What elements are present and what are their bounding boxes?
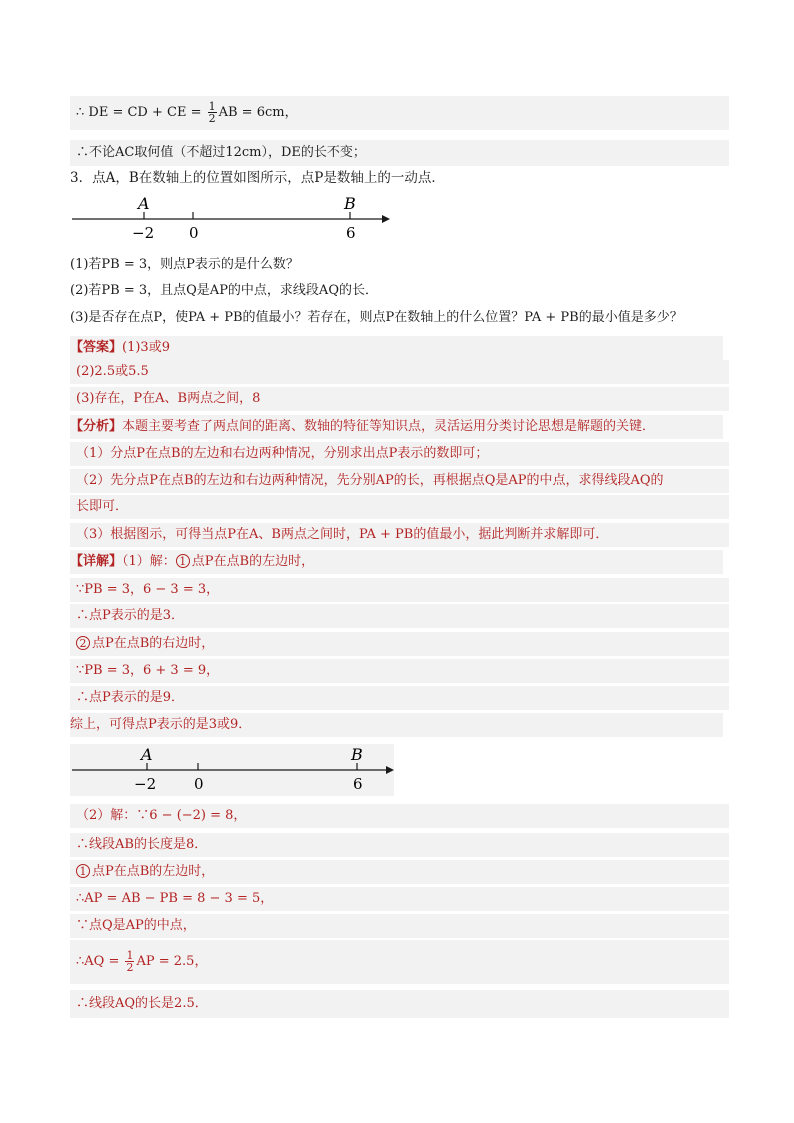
question-3-part-3 [70,307,723,329]
circled-number-1: 1 [76,864,90,878]
detail-line-14 [70,990,729,1018]
detail-line-1 [70,550,723,574]
analysis-line-1 [70,415,723,439]
text: AP = 2.5， [136,954,208,969]
text: ∴不论AC取何值（不超过12cm），DE的长不变； [76,145,366,160]
fraction-half [125,950,134,973]
text: ∴点P表示的是9． [76,690,185,705]
text: ∵点Q是AP的中点， [76,918,196,933]
label-a: A [141,745,153,764]
text: ∴ DE = CD + CE = [76,105,206,120]
fraction-half [208,101,217,124]
text: （1）解： [122,554,176,569]
detail-line-5 [70,659,729,683]
tick-6: 6 [346,224,356,242]
label-b: B [351,745,363,764]
text: ∵PB = 3，6 − 3 = 3， [76,582,220,597]
detail-line-3 [70,604,729,628]
text: 点P在点B的左边时， [191,554,315,569]
text: ∴点P表示的是3． [76,608,185,623]
text: (1)若PB = 3，则点P表示的是什么数？ [70,257,299,272]
answer-line-1 [70,336,723,360]
detail-line-2 [70,578,729,602]
line-de-equation [70,96,729,130]
detail-label: 【详解】 [70,554,123,569]
label-a: A [138,194,150,213]
text: （3）根据图示，可得当点P在A、B两点之间时，PA + PB的值最小，据此判断并求解即可． [76,527,609,542]
tick-0: 0 [189,224,199,242]
label-b: B [344,194,356,213]
text: (2)2.5或5.5 [76,364,149,379]
tick-0: 0 [194,775,204,793]
answer-label: 【答案】 [70,340,123,355]
text: 本题主要考查了两点间的距离、数轴的特征等知识点，灵活运用分类讨论思想是解题的关键． [122,419,656,434]
detail-line-12 [70,914,729,938]
frac-den: 2 [126,961,134,974]
text: 点P在点B的左边时， [92,864,215,879]
detail-line-6 [70,686,729,710]
detail-line-9 [70,833,729,857]
analysis-line-3 [70,469,729,493]
text: （2）解：∵6 − (−2) = 8， [76,808,247,823]
question-3 [70,166,723,190]
frac-num: 1 [208,100,216,113]
circled-number-1: 1 [176,554,190,568]
text: （1）分点P在点B的左边和右边两种情况，分别求出点P表示的数即可； [76,446,489,461]
analysis-line-5 [70,523,729,547]
text: （2）先分点P在点B的左边和右边两种情况，先分别AP的长，再根据点Q是AP的中点，求得线段AQ的 [76,473,664,488]
text: 综上，可得点P表示的是3或9． [70,717,252,732]
detail-line-7 [70,713,723,737]
detail-line-4 [70,632,729,656]
text: (2)若PB = 3，且点Q是AP的中点，求线段AQ的长． [70,283,378,298]
detail-line-11 [70,887,729,911]
line-de-conclusion [70,140,729,166]
text: ∴AQ = [76,954,124,969]
text: (3)存在，P在A、B两点之间，8 [76,391,261,406]
text: 长即可． [76,499,129,514]
text: AB = 6cm， [218,105,298,120]
text: ∴线段AB的长度是8． [76,837,208,852]
text: (1)3或9 [122,340,170,355]
text: 3．点A，B在数轴上的位置如图所示，点P是数轴上的一动点． [70,170,445,186]
question-3-part-2 [70,280,723,302]
detail-line-8 [70,804,729,828]
number-line-figure-2 [70,744,394,796]
detail-line-13 [70,940,729,984]
text: (3)是否存在点P，使PA + PB的值最小？若存在，则点P在数轴上的什么位置？PA + PB的最小值是多少？ [70,310,683,325]
text: ∵PB = 3，6 + 3 = 9， [76,663,220,678]
text: ∴AP = AB − PB = 8 − 3 = 5， [76,891,274,906]
text: 点P在点B的右边时， [92,636,215,651]
analysis-line-2 [70,442,729,466]
analysis-line-4 [70,495,729,519]
frac-den: 2 [208,112,216,125]
answer-line-3 [70,387,729,411]
answer-line-2 [70,360,729,384]
text: ∴线段AQ的长是2.5． [76,996,208,1011]
detail-line-10 [70,860,729,884]
tick-minus-2: −2 [134,775,157,793]
circled-number-2: 2 [76,636,90,650]
question-3-part-1 [70,254,723,276]
number-line-figure-1 [70,192,400,244]
frac-num: 1 [126,949,134,962]
tick-6: 6 [353,775,363,793]
analysis-label: 【分析】 [70,419,123,434]
tick-minus-2: −2 [132,224,155,242]
